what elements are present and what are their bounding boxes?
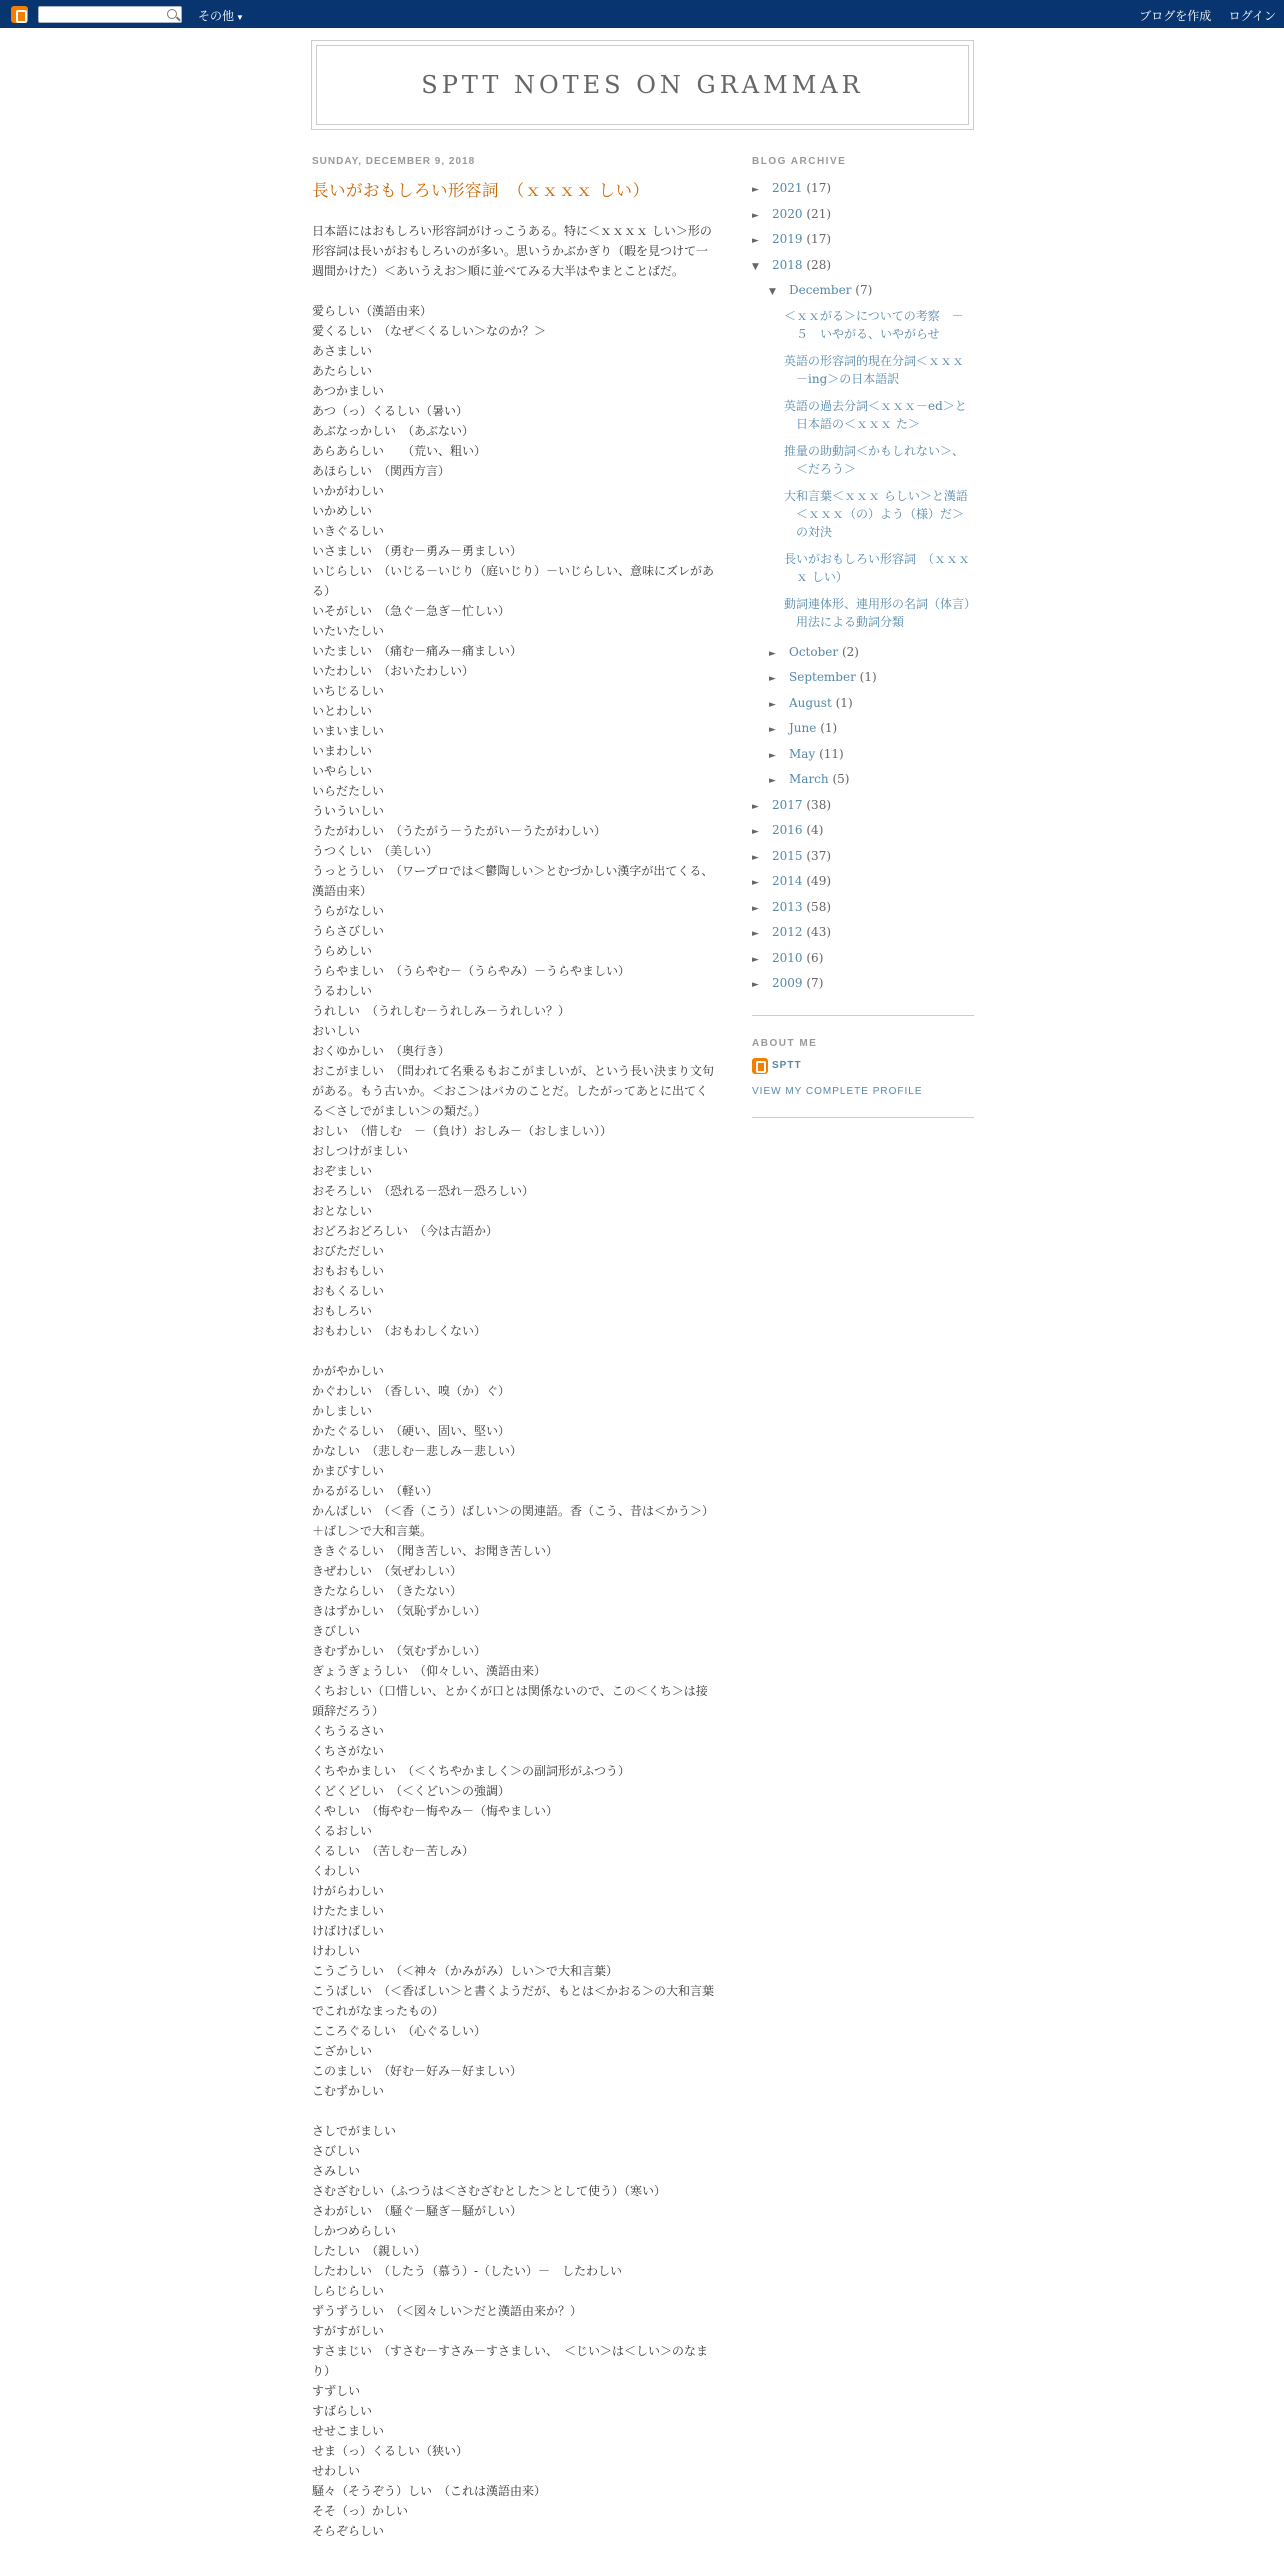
triangle-right-icon[interactable]: ► [752,210,759,221]
create-blog-link[interactable]: ブログを作成 [1139,9,1212,23]
adjective-line: せわしい [312,2464,361,2478]
adjective-line: いたましい （痛む－痛み－痛ましい） [312,644,523,658]
triangle-right-icon[interactable]: ► [752,903,759,914]
adjective-line: かたぐるしい （硬い、固い、堅い） [312,1424,511,1438]
adjective-line: くちおしい（口惜しい、とかくが口とは関係ないので、この＜くち＞は接頭辞だろう） [312,1684,708,1718]
adjective-line: かしましい [312,1404,373,1418]
adjective-line: そそ（っ）かしい [312,2504,409,2518]
adjective-line: したわしい （したう（慕う）-（したい）－ したわしい [312,2264,623,2278]
adjective-line: さびしい [312,2144,361,2158]
archive-count: (17) [806,232,832,246]
adjective-line: あさましい [312,344,373,358]
adjective-line: しかつめらしい [312,2224,397,2238]
adjective-line: けがらわしい [312,1884,385,1898]
triangle-right-icon[interactable]: ► [769,750,776,761]
archive-month-december[interactable] [752,278,974,304]
archive-month-item[interactable] [752,640,974,666]
adjective-line: かまびすしい [312,1464,385,1478]
adjective-line: ぎょうぎょうしい （仰々しい、漢語由来） [312,1664,547,1678]
adjective-line: くちやかましい （＜くちやかましく＞の副詞形がふつう） [312,1764,631,1778]
archive-count: (49) [806,874,832,888]
blog-header-inner [316,45,969,125]
adjective-line: きびしい [312,1624,361,1638]
archive-month-link[interactable]: May [789,746,816,761]
paragraph-gap [312,2101,716,2121]
adjective-line: かぐわしい （香しい、嗅（か）ぐ） [312,1384,511,1398]
archive-count: (38) [806,797,832,812]
archive-month-link[interactable]: October [789,644,839,659]
adjective-line: すずしい [312,2384,361,2398]
december-post-list [752,307,974,631]
triangle-right-icon[interactable]: ► [769,725,776,735]
blogger-logo-icon[interactable] [11,6,28,23]
adjective-line: こざかしい [312,2044,373,2058]
adjective-line: しらじらしい [312,2284,385,2298]
adjective-line: うらめしい [312,944,373,958]
archive-month-link[interactable]: December [789,283,852,297]
archive-count: (7) [855,283,873,297]
triangle-right-icon[interactable]: ► [752,236,759,246]
adjective-line: さしでがましい [312,2124,397,2138]
archive-count: (21) [806,206,832,221]
archive-month-item[interactable] [752,767,974,793]
adjective-line: おくゆかしい （奥行き） [312,1044,451,1058]
adjective-line: ききぐるしい （聞き苦しい、お聞き苦しい） [312,1544,559,1558]
adjective-line: すさまじい （すさむ－すさみ－すさましい、 ＜じい＞は＜しい＞のなまり） [312,2344,709,2378]
more-menu-label: その他 [198,9,235,23]
adjective-list-sa [312,2121,716,2541]
archive-count: (7) [806,976,824,990]
blog-header [311,40,974,130]
adjective-line: さみしい [312,2164,361,2178]
adjective-line: すばらしい [312,2404,373,2418]
archive-months-2018 [752,640,974,793]
archive-year-link[interactable]: 2020 [772,206,803,221]
archive-year-link[interactable]: 2019 [772,232,803,246]
archive-year-item[interactable] [752,202,974,228]
adjective-line: くどくどしい （＜くどい＞の強調） [312,1784,511,1798]
adjective-line: おぞましい [312,1164,373,1178]
adjective-line: おどろおどろしい （今は古語か） [312,1224,499,1238]
archive-count: (4) [806,823,824,837]
adjective-line: うっとうしい （ワープロでは＜鬱陶しい＞とむづかしい漢字が出てくる、漢語由来） [312,864,714,898]
adjective-line: あぶなっかしい （あぶない） [312,424,475,438]
adjective-line: くるおしい [312,1824,373,1838]
adjective-list-ka [312,1361,716,2101]
adjective-line: うらやましい （うらやむ－（うらやみ）－うらやましい） [312,964,631,978]
archive-month-item[interactable] [752,665,974,691]
archive-year-link[interactable]: 2014 [772,874,803,888]
adjective-line: きたならしい （きたない） [312,1584,463,1598]
nav-right-links [1125,7,1276,24]
adjective-line: こうばしい （＜香ばしい＞と書くようだが、もとは＜かおる＞の大和言葉でこれがなまったもの） [312,1984,715,2018]
adjective-line: かがやかしい [312,1364,385,1378]
adjective-line: きはずかしい （気恥ずかしい） [312,1604,487,1618]
adjective-line: くるしい （苦しむ－苦しみ） [312,1844,475,1858]
adjective-line: きぜわしい （気ぜわしい） [312,1564,463,1578]
archive-month-item[interactable] [752,691,974,717]
archive-month-item[interactable] [752,716,974,742]
adjective-line: いまいましい [312,724,385,738]
archive-count: (1) [820,721,838,735]
archive-count: (58) [806,899,832,914]
adjective-line: おしつけがましい [312,1144,409,1158]
adjective-line: けばけばしい [312,1924,385,1938]
blogger-navbar [0,0,1284,28]
adjective-line: こころぐるしい （心ぐるしい） [312,2024,487,2038]
triangle-right-icon[interactable]: ► [752,980,759,990]
adjective-line: いたいたしい [312,624,385,638]
adjective-line: くわしい [312,1864,361,1878]
adjective-line: くちうるさい [312,1724,385,1738]
triangle-right-icon[interactable]: ► [769,648,776,659]
adjective-line: かんばしい （＜香（こう）ばしい＞の関連語。香（こう、昔は＜かう＞）＋ばし＞で大和言葉。 [312,1504,715,1538]
archive-count: (37) [806,848,832,863]
triangle-right-icon[interactable]: ► [752,827,759,837]
archive-count: (17) [806,181,832,195]
adjective-line: せま（っ）くるしい（狭い） [312,2444,469,2458]
sidebar-divider [752,1015,974,1016]
adjective-line: いたわしい （おいたわしい） [312,664,475,678]
archive-year-2018[interactable] [752,253,974,279]
adjective-line: ういういしい [312,804,385,818]
archive-year-item[interactable] [752,895,974,921]
adjective-line: せせこましい [312,2424,385,2438]
adjective-line: さむざむしい（ふつうは＜さむざむとした＞として使う）（寒い） [312,2184,667,2198]
post-title[interactable]: 長いがおもしろい形容詞 （ｘｘｘｘ しい） [312,181,650,200]
adjective-line: いきぐるしい [312,524,385,538]
archive-year-item[interactable] [752,946,974,972]
adjective-line: あらあらしい （荒い、粗い） [312,444,487,458]
adjective-line: うれしい （うれしむ－うれしみ－うれしい？） [312,1004,571,1018]
archive-count: (28) [806,257,832,272]
archive-year-item[interactable] [752,920,974,946]
adjective-line: おしい （惜しむ －（負け）おしみ－（おしましい）） [312,1124,613,1138]
triangle-right-icon[interactable]: ► [769,776,776,786]
adjective-line: 愛くるしい （なぜ＜くるしい＞なのか？＞ [312,324,547,338]
post-intro: 日本語にはおもしろい形容詞がけっこうある。特に＜ｘｘｘｘ しい＞形の形容詞は長いがおもしろいのが多い。思いうかぶかぎり（暇を見つけて一週間かけた）＜あいうえお＞順に並べてみる大半はやまとことばだ。 [312,224,712,278]
sidebar [752,156,974,1140]
archive-years-top [752,176,974,253]
adjective-line: いやらしい [312,764,373,778]
adjective-line: いらだたしい [312,784,385,798]
profile-name-link[interactable]: SPTT [772,1060,802,1071]
archive-post-link[interactable]: 大和言葉＜ｘｘｘ らしい＞と漢語＜ｘｘｘ（の）よう（様）だ＞の対決 [784,488,968,539]
archive-post-link[interactable]: 英語の形容詞的現在分詞＜ｘｘｘ－ing＞の日本語訳 [784,353,965,386]
adjective-line: おもおもしい [312,1264,385,1278]
adjective-line: くちさがない [312,1744,385,1758]
adjective-line: おもくるしい [312,1284,385,1298]
adjective-line: おもしろい [312,1304,373,1318]
adjective-line: いかめしい [312,504,373,518]
triangle-right-icon[interactable]: ► [769,699,776,710]
adjective-line: いさましい （勇む－勇み－勇ましい） [312,544,523,558]
triangle-right-icon[interactable]: ► [752,954,759,965]
adjective-line: うたがわしい （うたがう－うたがい－うたがわしい） [312,824,607,838]
archive-year-item[interactable] [752,793,974,819]
adjective-line: いまわしい [312,744,373,758]
archive-year-item[interactable] [752,227,974,253]
adjective-line: おびただしい [312,1244,385,1258]
archive-post-link[interactable]: 長いがおもしろい形容詞 （ｘｘｘｘ しい） [784,551,971,584]
adjective-line: あほらしい （関西方言） [312,464,451,478]
adjective-line: くやしい （悔やむ－悔やみ－（悔やましい） [312,1804,559,1818]
archive-year-item[interactable] [752,869,974,895]
triangle-down-icon[interactable]: ▼ [769,287,776,297]
archive-year-link[interactable]: 2009 [772,976,803,990]
search-input[interactable] [38,6,182,23]
adjective-line: いじらしい （いじる－いじり（庭いじり）－いじらしい、意味にズレがある） [312,564,715,598]
blogger-profile-icon [752,1058,768,1074]
archive-month-link[interactable]: September [789,670,856,684]
adjective-line: きむずかしい （気むずかしい） [312,1644,487,1658]
adjective-line: おいしい [312,1024,361,1038]
adjective-line: いかがわしい [312,484,385,498]
archive-post-link[interactable]: 英語の過去分詞＜ｘｘｘ－ed＞と日本語の＜ｘｘｘ た＞ [784,398,967,431]
archive-year-link[interactable]: 2013 [772,899,803,914]
adjective-line: おそろしい （恐れる－恐れ－恐ろしい） [312,1184,535,1198]
adjective-line: うらがなしい [312,904,385,918]
adjective-line: けたたましい [312,1904,385,1918]
archive-year-link[interactable]: 2017 [772,797,803,812]
archive-month-link[interactable]: June [789,721,817,735]
paragraph-gap [312,281,716,301]
adjective-line: あつかましい [312,384,385,398]
archive-year-link[interactable]: 2010 [772,950,803,965]
archive-year-item[interactable] [752,176,974,202]
archive-year-item[interactable] [752,971,974,997]
archive-month-item[interactable] [752,742,974,768]
archive-heading: BLOG ARCHIVE [752,156,847,167]
about-heading: ABOUT ME [752,1037,818,1049]
adjective-line: 騒々（そうぞう）しい （これは漢語由来） [312,2484,547,2498]
adjective-line: こむずかしい [312,2084,385,2098]
adjective-line: そらぞらしい [312,2524,385,2538]
archive-post-link[interactable]: 動詞連体形、連用形の名詞（体言）用法による動詞分類 [784,596,971,629]
archive-count: (43) [806,925,832,939]
post-date: SUNDAY, DECEMBER 9, 2018 [312,156,476,167]
archive-year-item[interactable] [752,844,974,870]
archive-count: (6) [806,950,824,965]
triangle-right-icon[interactable]: ► [769,674,776,684]
adjective-line: かなしい （悲しむ－悲しみ－悲しい） [312,1444,523,1458]
triangle-right-icon[interactable]: ► [752,852,759,863]
main-column [312,156,716,2541]
archive-years-bottom [752,793,974,997]
archive-year-item[interactable] [752,818,974,844]
post-body [312,221,716,2541]
adjective-line: あつ（っ）くるしい（暑い） [312,404,469,418]
more-menu-button[interactable] [198,7,244,24]
adjective-line: このましい （好む－好み－好ましい） [312,2064,523,2078]
archive-post-link[interactable]: 推量の助動詞＜かもしれない＞、＜だろう＞ [784,443,965,476]
adjective-line: おもわしい （おもわしくない） [312,1324,487,1338]
archive-month-link[interactable]: August [789,695,832,710]
archive-year-link[interactable]: 2016 [772,823,803,837]
profile-row [752,1058,974,1074]
view-profile-link[interactable]: VIEW MY COMPLETE PROFILE [752,1085,923,1097]
archive-count: (5) [832,772,850,786]
paragraph-gap [312,1341,716,1361]
triangle-right-icon[interactable]: ► [752,185,759,195]
adjective-line: したしい （親しい） [312,2244,427,2258]
archive-year-link[interactable]: 2018 [772,257,803,272]
adjective-line: いとわしい [312,704,373,718]
triangle-right-icon[interactable]: ► [752,878,759,888]
archive-year-link[interactable]: 2015 [772,848,803,863]
search-icon[interactable] [167,9,177,19]
adjective-line: おとなしい [312,1204,373,1218]
adjective-line: いちじるしい [312,684,385,698]
caret-down-icon: ▼ [236,13,244,22]
adjective-line: うつくしい （美しい） [312,844,439,858]
adjective-line: あたらしい [312,364,373,378]
archive-count: (1) [835,695,853,710]
adjective-line: こうごうしい （＜神々（かみがみ）しい＞で大和言葉） [312,1964,619,1978]
adjective-line: うらさびしい [312,924,385,938]
archive-month-link[interactable]: March [789,772,829,786]
adjective-line: さわがしい （騒ぐ－騒ぎ－騒がしい） [312,2204,523,2218]
archive-count: (1) [859,670,877,684]
archive-count: (2) [841,644,859,659]
triangle-right-icon[interactable]: ► [752,929,759,939]
adjective-line: ずうずうしい （＜図々しい＞だと漢語由来か？） [312,2304,583,2318]
adjective-line: 愛らしい（漢語由来） [312,304,433,318]
adjective-line: すがすがしい [312,2324,385,2338]
blog-title[interactable]: SPTT NOTES ON GRAMMAR [421,71,864,99]
adjective-line: おこがましい （問われて名乗るもおこがましいが、という長い決まり文句がある。もう古いか。＜おこ＞はバカのことだ。したがってあとに出てくる＜さしでがましい＞の類だ。） [312,1064,715,1118]
sidebar-divider [752,1117,974,1118]
archive-year-link[interactable]: 2012 [772,925,803,939]
archive-year-link[interactable]: 2021 [772,181,803,195]
adjective-line: いそがしい （急ぐ－急ぎ－忙しい） [312,604,511,618]
triangle-down-icon[interactable]: ▼ [752,261,759,272]
archive-post-link[interactable]: ＜ｘｘがる＞についての考察 －５ いやがる、いやがらせ [784,308,964,341]
login-link[interactable]: ログイン [1228,9,1276,23]
archive-count: (11) [819,746,844,761]
adjective-list-a [312,301,716,1341]
adjective-line: うるわしい [312,984,373,998]
adjective-line: けわしい [312,1944,361,1958]
triangle-right-icon[interactable]: ► [752,801,759,812]
adjective-line: かるがるしい （軽い） [312,1484,439,1498]
